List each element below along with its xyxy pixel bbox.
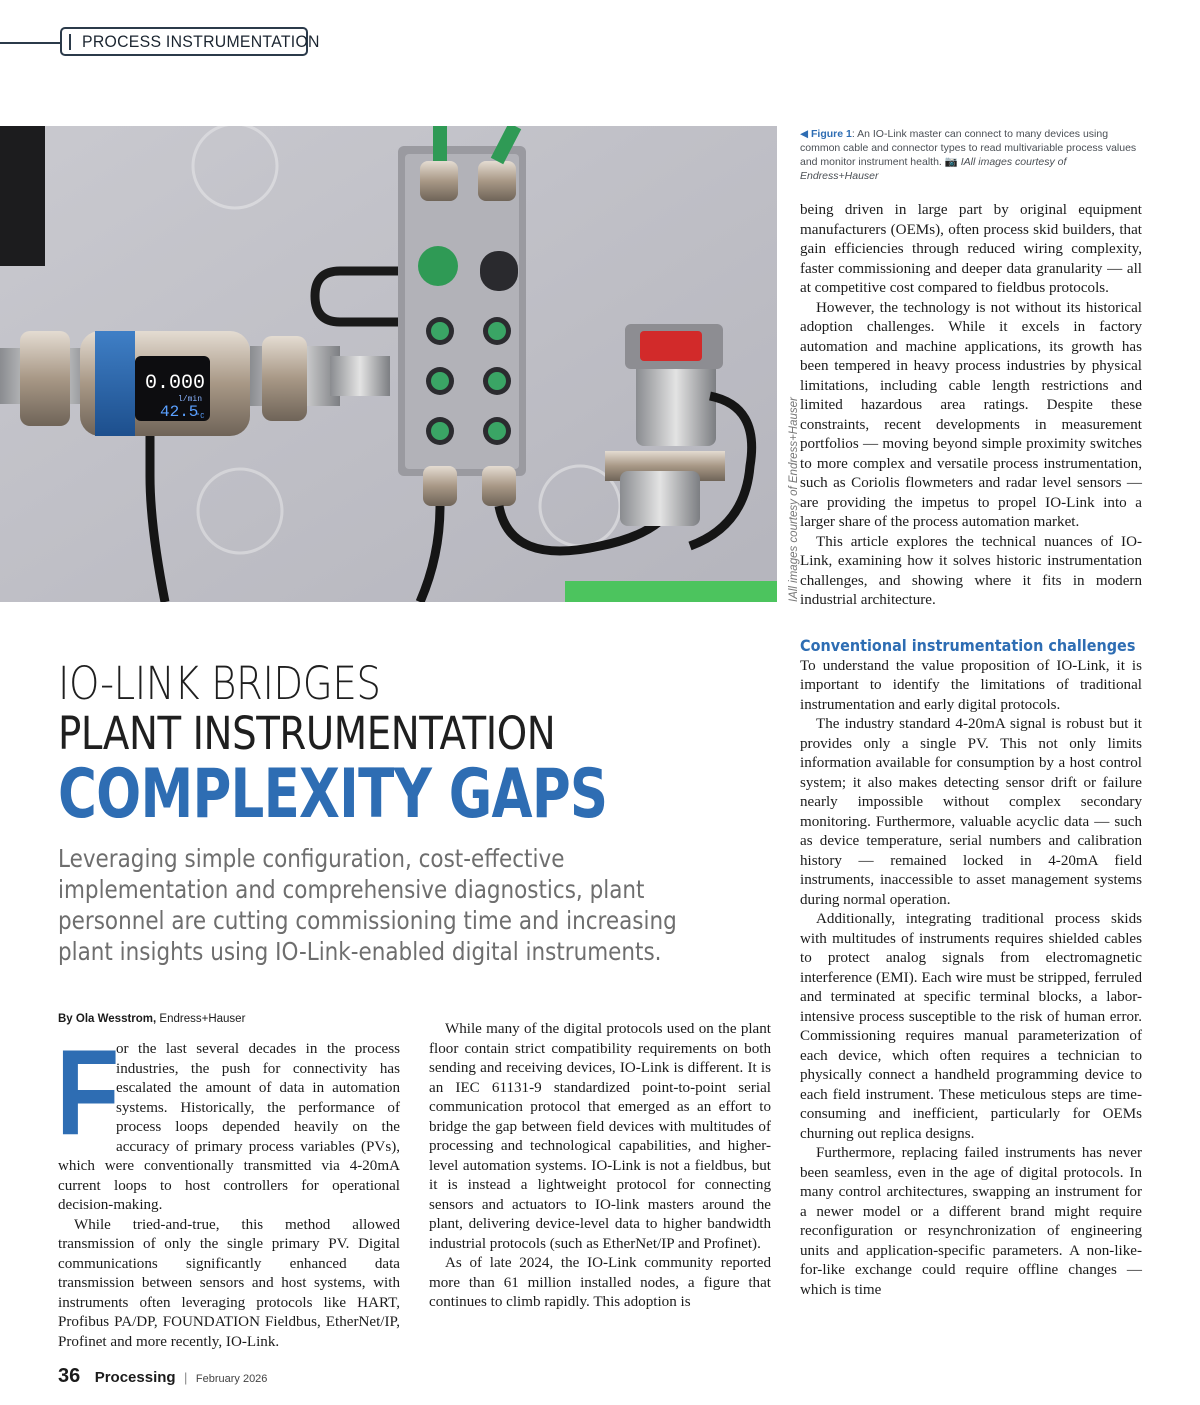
article-column-2 — [429, 1020, 771, 1313]
article-paragraph: While many of the digital protocols used on the plant floor contain strict compatibility requirements on both sending and receiving devices, IO-Link is different. It is an IEC 61131-9 standardized point-to-point serial communication protocol that emerged as an effort to bridge the gap between field devices with multitudes of processing and technological capabilities, and higher-level automation systems. IO-Link is not a fieldbus, but it is instead a lightweight protocol for connecting sensors and actuators to IO-link masters around the plant, delivering device-level data to higher bandwidth industrial protocols (such as EtherNet/IP and Profinet). — [429, 1021, 771, 1252]
display-temp-value: 42.5 — [160, 403, 199, 421]
camera-icon: 📷 — [944, 156, 958, 168]
article-paragraph: While tried-and-true, this method allowed transmission of only the single primary PV. Digital communications significantly enhanced data transmission between sensors and host systems, with instruments often leveraging protocols like HART, Profibus PA/DP, FOUNDATION Fieldbus, EtherNet/IP, Profinet and more recently, IO-Link. — [58, 1216, 400, 1350]
article-column-3 — [800, 201, 1142, 1300]
photo-credit — [778, 126, 798, 602]
article-paragraph: Furthermore, replacing failed instruments has never been seamless, even in the age of digital protocols. In many control architectures, swapping an instrument for a newer model or a different brand might require reconfiguration or resynchronization of engineering units and application-specific parameters. A non-like-for-like exchange could require offline changes — which is time — [800, 1145, 1142, 1298]
issue-date: February 2026 — [195, 1373, 268, 1385]
article-paragraph: Additionally, integrating traditional process skids with multitudes of instruments requires shielded cables to protect analog signals from electromagnetic interference (EMI). Each wire must be stripped, ferruled and terminated at specific terminal blocks, a labor-intensive process susceptible to the risk of human error. Commissioning requires manual parameterization of each device, which often requires a technician to physically connect a handheld programming device to each field instrument. These meticulous steps are time-consuming and inefficient, particularly for OEMs churning out replica designs. — [800, 911, 1142, 1142]
caption-figure-label: Figure 1 — [811, 128, 852, 140]
headline-line-3: COMPLEXITY GAPS — [58, 755, 608, 834]
photo-credit-text: IAll images courtesy of Endress+Hauser — [788, 397, 800, 602]
drop-cap: F — [56, 1024, 120, 1160]
headline-line-1: IO-LINK BRIDGES — [58, 657, 381, 710]
article-paragraph: This article explores the technical nuances of IO-Link, examining how it solves historic instrumentation challenges, and showing where it fits in modern industrial architecture. — [800, 533, 1142, 608]
footer-separator: | — [184, 1370, 188, 1385]
section-heading: Conventional instrumentation challenges — [800, 635, 1136, 655]
display-flow-value: 0.000 — [145, 372, 206, 395]
byline-org: Endress+Hauser — [159, 1013, 246, 1025]
section-tab-pipe — [69, 34, 71, 50]
figure-caption — [800, 127, 1145, 183]
section-tab — [60, 27, 320, 56]
article-paragraph: being driven in large part by original equipment manufacturers (OEMs), often process skid builders, that gain efficiencies through reduced wiring complexity, faster commissioning and deeper data granularity — all at competitive cost compared to fieldbus protocols. — [800, 202, 1142, 296]
byline-author: By Ola Wesstrom, — [58, 1013, 157, 1025]
figure-photo — [0, 126, 777, 602]
magazine-name: Processing — [94, 1369, 176, 1386]
article-paragraph: F or the last several decades in the process industries, the push for connectivity has escalated the amount of data in automation systems. Historically, the performance of process loops depended heavily on the accuracy of primary process variables (PVs), which were conventionally transmitted via 4-20mA current loops to host controllers for operational decision-making. — [56, 1024, 400, 1213]
caption-arrow-icon: ◀ — [800, 128, 809, 140]
deck-subtitle: Leveraging simple configuration, cost-effective implementation and comprehensive diagnostics, plant personnel are cutting commissioning time and increasing plant insights using IO-Link-enabled digital instruments. — [58, 844, 677, 966]
article-paragraph: To understand the value proposition of IO-Link, it is important to identify the limitations of traditional instrumentation and early digital protocols. — [800, 657, 1142, 713]
display-temp-unit: °C — [196, 413, 205, 421]
caption-credit: IAll images courtesy of Endress+Hauser — [800, 156, 1067, 182]
caption-text: : An IO-Link master can connect to many devices using common cable and connector types to read multivariable process values and monitor instrument health. — [800, 128, 1137, 168]
section-rule — [0, 42, 60, 44]
article-paragraph: As of late 2024, the IO-Link community reported more than 61 million installed nodes, a figure that continues to climb rapidly. This adoption is — [429, 1255, 771, 1310]
display-flow-unit: l/min — [178, 395, 203, 404]
article-column-1 — [56, 1024, 400, 1352]
headline-line-2: PLANT INSTRUMENTATION — [58, 707, 556, 760]
page-number: 36 — [58, 1365, 81, 1387]
section-label: PROCESS INSTRUMENTATION — [82, 32, 320, 51]
article-paragraph: The industry standard 4-20mA signal is robust but it provides only a single PV. This not only limits information available for consumption by a host control system; it also makes detecting sensor drift or failure nearly impossible without complex secondary monitoring. Furthermore, valuable acyclic data — such as device temperature, serial numbers and calibration history — remained locked in 4-20mA field instruments, inaccessible to asset management systems during normal operation. — [800, 716, 1142, 908]
article-paragraph: However, the technology is not without its historical adoption challenges. While it excels in factory automation and machine applications, its growth has been tempered in heavy process industries by physical limitations, including cable length restrictions and limited hazardous area ratings. Despite these constraints, recent developments in measurement portfolios — moving beyond simple proximity switches to more complex and versatile process instrumentation, such as Coriolis flowmeters and radar level sensors — are providing the impetus to propel IO-Link into a larger share of the process automation market. — [800, 299, 1142, 530]
page-footer — [58, 1365, 267, 1388]
